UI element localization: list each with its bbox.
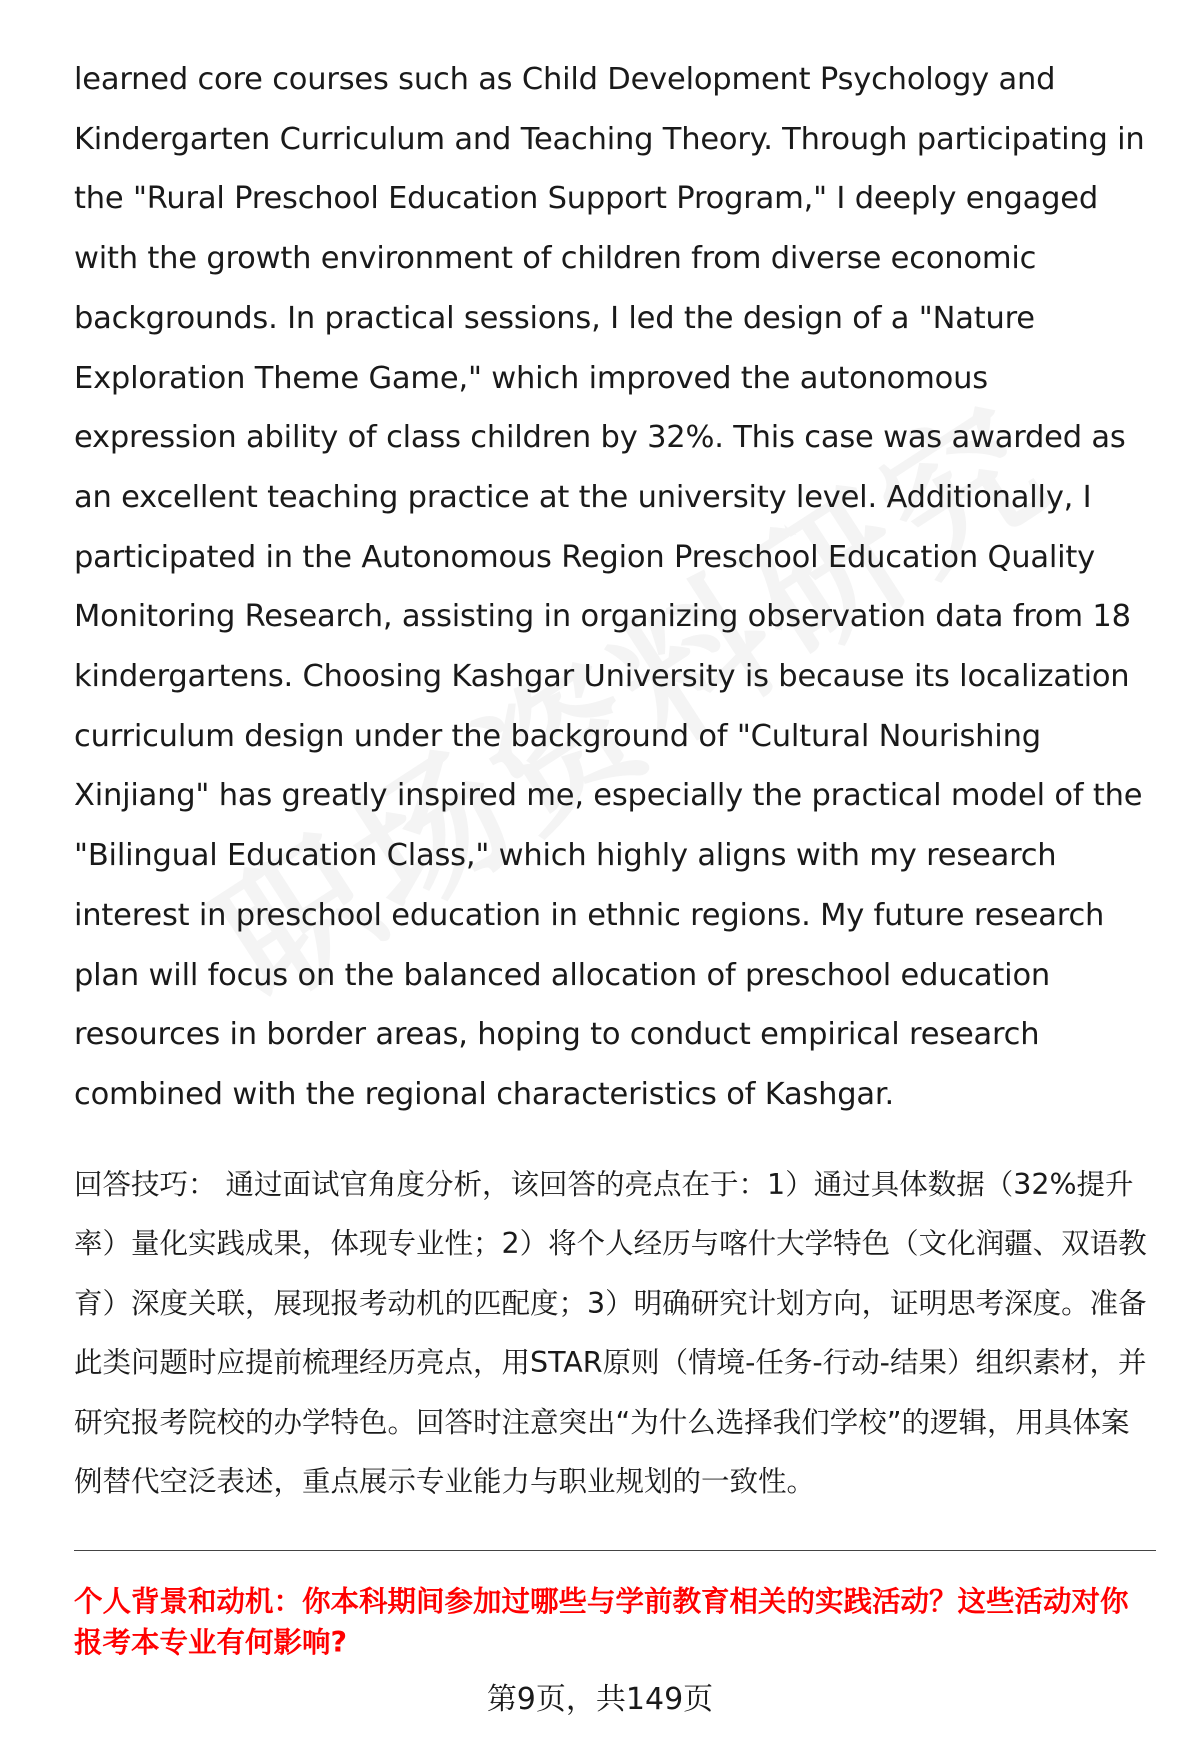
page-content <box>74 50 1154 1663</box>
section-divider <box>74 1550 1156 1551</box>
question-heading: 个人背景和动机：你本科期间参加过哪些与学前教育相关的实践活动？这些活动对你报考本专业有何影响? <box>74 1584 1129 1659</box>
answer-tips-paragraph: 回答技巧： 通过面试官角度分析，该回答的亮点在于：1）通过具体数据（32%提升率）量化实践成果，体现专业性；2）将个人经历与喀什大学特色（文化润疆、双语教育）深度关联，展现报考动机的匹配度；3）明确研究计划方向，证明思考深度。准备此类问题时应提前梳理经历亮点，用STAR原则（情境-任务-行动-结果）组织素材，并研究报考院校的办学特色。回答时注意突出“为什么选择我们学校”的逻辑，用具体案例替代空泛表述，重点展示专业能力与职业规划的一致性。 <box>74 1167 1147 1499</box>
answer-paragraph: learned core courses such as Child Development Psychology and Kindergarten Curriculum and Teaching Theory. Through participating in the "Rural Preschool Education Support Program," I deeply engaged with the growth environment of children from diverse economic backgrounds. In practical sessions, I led the design of a "Nature Exploration Theme Game," which improved the autonomous expression ability of class children by 32%. This case was awarded as an excellent teaching practice at the university level. Additionally, I participated in the Autonomous Region Preschool Education Quality Monitoring Research, assisting in organizing observation data from 18 kindergartens. Choosing Kashgar University is because its localization curriculum design under the background of "Cultural Nourishing Xinjiang" has greatly inspired me, especially the practical model of the "Bilingual Education Class," which highly aligns with my research interest in preschool education in ethnic regions. My future research plan will focus on the balanced allocation of preschool education resources in border areas, hoping to conduct empirical research combined with the regional characteristics of Kashgar. <box>74 62 1145 1112</box>
page-number: 第9页，共149页 <box>486 1682 714 1717</box>
